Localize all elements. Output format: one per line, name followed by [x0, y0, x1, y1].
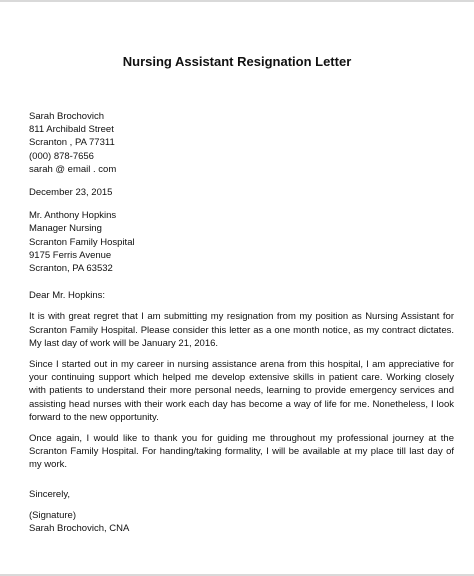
sender-street: 811 Archibald Street [29, 124, 114, 136]
closing: Sincerely, [29, 488, 71, 500]
top-divider [0, 0, 474, 2]
recipient-organization: Scranton Family Hospital [29, 236, 135, 248]
recipient-name: Mr. Anthony Hopkins [29, 210, 117, 222]
letter-body [29, 110, 454, 535]
sender-address [29, 110, 454, 176]
sender-email: sarah @ email . com [29, 163, 117, 175]
recipient-title: Manager Nursing [29, 223, 102, 235]
sender-city: Scranton , PA 77311 [29, 137, 115, 149]
signature-placeholder: (Signature) [29, 509, 76, 521]
paragraph-3: Once again, I would like to thank you for guiding me throughout my professional journey at the Scranton Family Hospital. For handing/taking formality, I will be available at my place till last day of my work. [29, 433, 454, 471]
letter-date: December 23, 2015 [29, 187, 113, 199]
sender-phone: (000) 878-7656 [29, 150, 94, 162]
salutation: Dear Mr. Hopkins: [29, 290, 106, 302]
paragraph-1: It is with great regret that I am submitting my resignation from my position as Nursing Assistant for Scranton Family Hospital. Please consider this letter as a one month notice, as my contract dictates. My last day of work will be January 21, 2016. [29, 311, 454, 349]
recipient-street: 9175 Ferris Avenue [29, 249, 112, 261]
recipient-address [29, 209, 454, 275]
letter-title: Nursing Assistant Resignation Letter [122, 54, 352, 69]
paragraph-2: Since I started out in my career in nursing assistance arena from this hospital, I am appreciative for your continuing support which helped me develop extensive skills in patient care. Working closely with patients to understand their more personal needs, learning to provide emergency services and assisting head nurses with their work each day has become a way of life for me. Nonetheless, I look forward to the new opportunity. [29, 359, 454, 423]
sender-name: Sarah Brochovich [29, 111, 104, 122]
recipient-city: Scranton, PA 63532 [29, 263, 113, 275]
signer-name: Sarah Brochovich, CNA [29, 523, 130, 535]
